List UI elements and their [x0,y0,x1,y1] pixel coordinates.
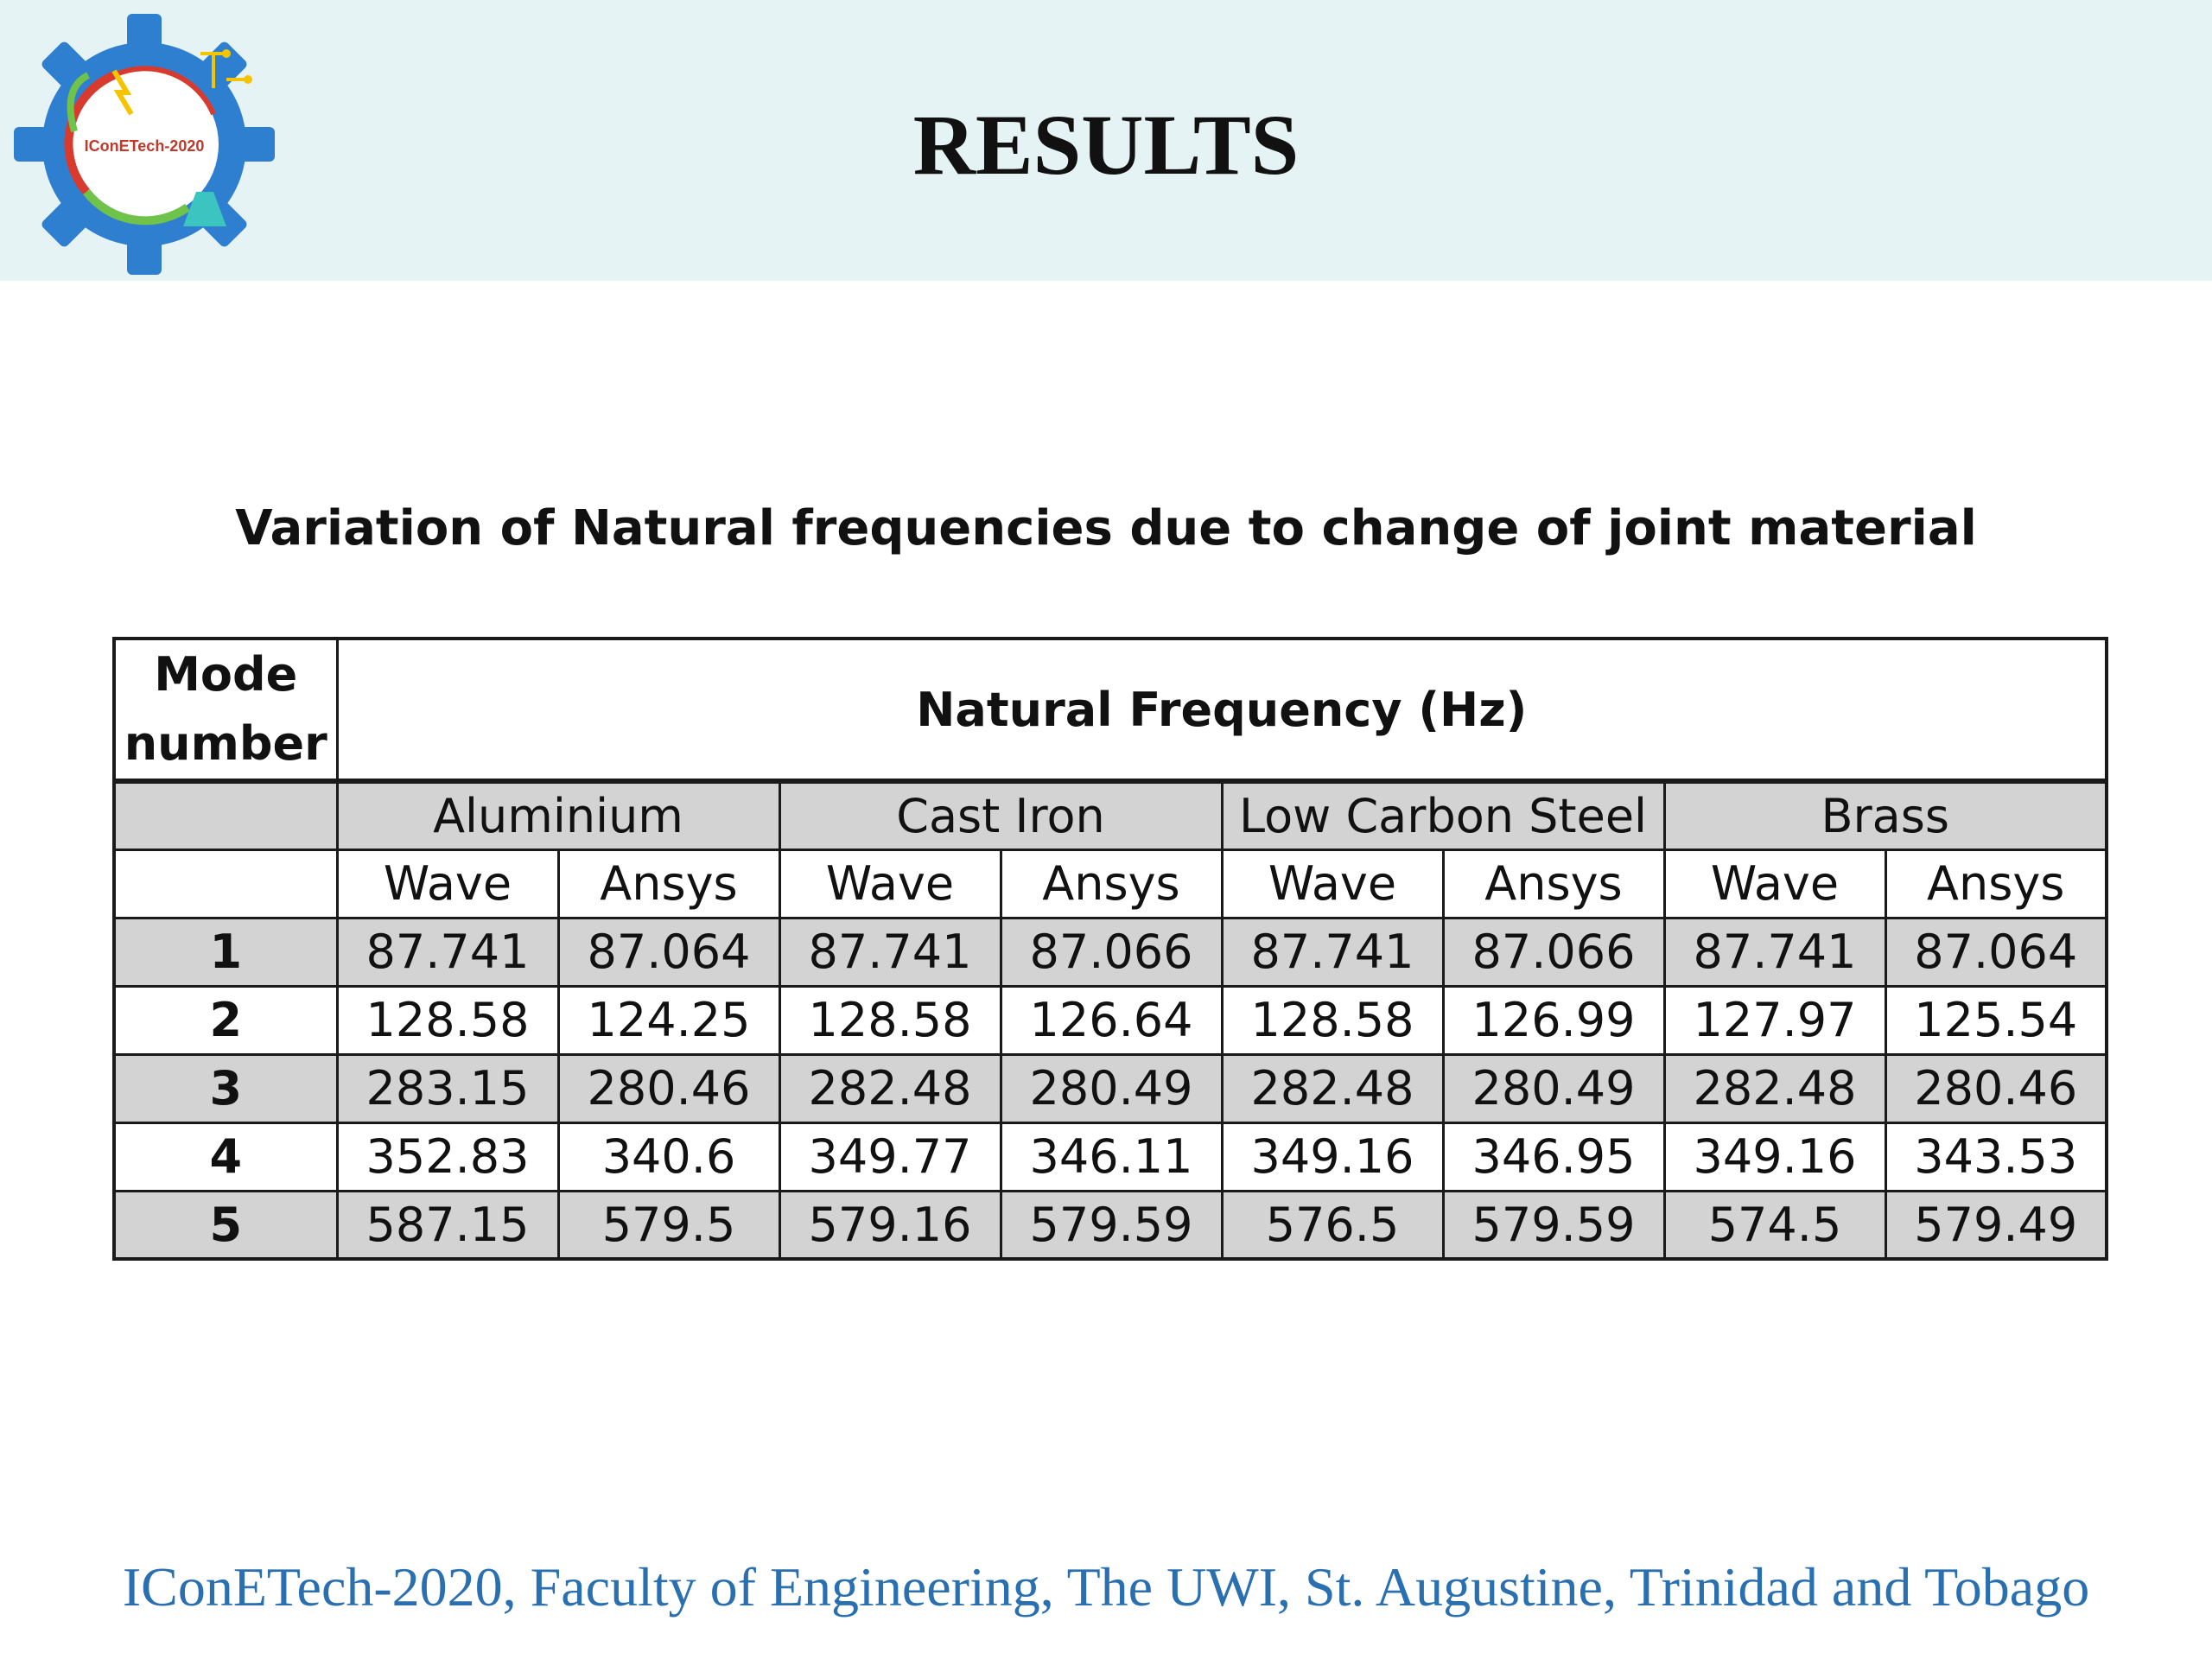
table-cell: 579.59 [1443,1191,1664,1259]
material-header: Low Carbon Steel [1222,781,1664,849]
table-cell: 87.741 [1222,918,1443,986]
mode-number-cell: 1 [114,918,337,986]
material-header-blank [114,781,337,849]
table-row [114,1054,2107,1122]
table-cell: 126.64 [1001,986,1222,1054]
material-header-row [114,781,2107,849]
table-cell: 127.97 [1664,986,1885,1054]
table-cell: 280.49 [1443,1054,1664,1122]
table-cell: 280.49 [1001,1054,1222,1122]
table-cell: 87.066 [1443,918,1664,986]
table-row [114,986,2107,1054]
method-header: Ansys [558,849,779,918]
table-cell: 128.58 [1222,986,1443,1054]
table-caption: Variation of Natural frequencies due to change of joint material [235,500,1977,556]
material-header: Cast Iron [779,781,1222,849]
method-header: Ansys [1885,849,2107,918]
method-header: Ansys [1443,849,1664,918]
table-cell: 124.25 [558,986,779,1054]
method-header: Wave [1222,849,1443,918]
table-cell: 349.16 [1664,1122,1885,1191]
mode-header-line1: Mode [154,647,298,702]
mode-number-header [114,639,337,781]
material-header: Aluminium [337,781,779,849]
table-cell: 282.48 [779,1054,1001,1122]
table-cell: 87.741 [779,918,1001,986]
table-row [114,1122,2107,1191]
table-cell: 280.46 [1885,1054,2107,1122]
table-cell: 87.741 [337,918,558,986]
mode-header-line2: number [124,716,327,771]
table-cell: 346.11 [1001,1122,1222,1191]
table-cell: 352.83 [337,1122,558,1191]
table-cell: 576.5 [1222,1191,1443,1259]
table-cell: 87.741 [1664,918,1885,986]
footer-text: IConETech-2020, Faculty of Engineering, The UWI, St. Augustine, Trinidad and Tobago [122,1556,2090,1618]
material-header: Brass [1664,781,2107,849]
method-header-blank [114,849,337,918]
table-cell: 349.77 [779,1122,1001,1191]
natural-frequency-header: Natural Frequency (Hz) [337,639,2107,781]
method-header: Wave [1664,849,1885,918]
method-header: Ansys [1001,849,1222,918]
mode-number-cell: 5 [114,1191,337,1259]
table-cell: 126.99 [1443,986,1664,1054]
table-row [114,918,2107,986]
method-header-row [114,849,2107,918]
table-cell: 340.6 [558,1122,779,1191]
mode-number-cell: 3 [114,1054,337,1122]
table-header-row [114,639,2107,781]
mode-number-cell: 4 [114,1122,337,1191]
table-cell: 587.15 [337,1191,558,1259]
table-cell: 579.5 [558,1191,779,1259]
table-cell: 87.066 [1001,918,1222,986]
table-cell: 280.46 [558,1054,779,1122]
table-cell: 574.5 [1664,1191,1885,1259]
table-cell: 282.48 [1664,1054,1885,1122]
table-cell: 283.15 [337,1054,558,1122]
table-cell: 343.53 [1885,1122,2107,1191]
table-cell: 282.48 [1222,1054,1443,1122]
frequency-table [112,637,2108,1261]
method-header: Wave [779,849,1001,918]
slide-title: RESULTS [912,97,1300,193]
table-cell: 579.16 [779,1191,1001,1259]
logo-text: IConETech-2020 [84,137,205,155]
table-cell: 579.59 [1001,1191,1222,1259]
table-cell: 346.95 [1443,1122,1664,1191]
mode-number-cell: 2 [114,986,337,1054]
table-cell: 128.58 [779,986,1001,1054]
method-header: Wave [337,849,558,918]
table-cell: 87.064 [558,918,779,986]
table-row [114,1191,2107,1259]
table-cell: 125.54 [1885,986,2107,1054]
table-cell: 128.58 [337,986,558,1054]
table-cell: 87.064 [1885,918,2107,986]
table-cell: 349.16 [1222,1122,1443,1191]
table-cell: 579.49 [1885,1191,2107,1259]
